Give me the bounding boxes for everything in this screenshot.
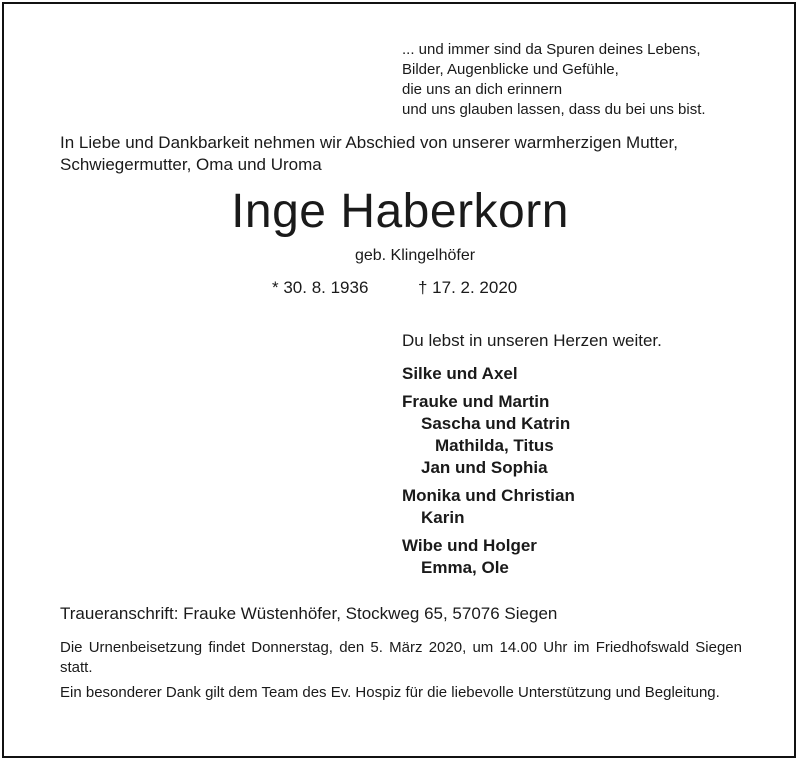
mourner-name: Emma, Ole	[421, 558, 509, 577]
mourners-list	[402, 363, 575, 585]
thanks-note: Ein besonderer Dank gilt dem Team des Ev. Hospiz für die liebevolle Unterstützung und Begleitung.	[60, 684, 720, 701]
burial-note: Die Urnenbeisetzung findet Donnerstag, den 5. März 2020, um 14.00 Uhr im Friedhofswald Siegen statt.	[60, 639, 742, 676]
poem-line: und uns glauben lassen, dass du bei uns bist.	[402, 101, 706, 118]
mourner-name: Frauke und Martin	[402, 392, 550, 411]
mourner-group	[402, 391, 575, 479]
maiden-name: geb. Klingelhöfer	[354, 247, 476, 264]
mourner-group	[402, 485, 575, 529]
poem	[402, 40, 706, 120]
mourning-address: Traueranschrift: Frauke Wüstenhöfer, Stockweg 65, 57076 Siegen	[60, 604, 558, 623]
mourner-name: Silke und Axel	[402, 364, 518, 383]
mourner-group	[402, 363, 575, 385]
notes	[60, 638, 742, 708]
poem-line: ... und immer sind da Spuren deines Lebens,	[402, 41, 701, 58]
mourner-name: Monika und Christian	[402, 486, 575, 505]
birth-date: * 30. 8. 1936	[272, 278, 369, 297]
mourner-group	[402, 535, 575, 579]
mourner-name: Mathilda, Titus	[435, 436, 554, 455]
death-date: † 17. 2. 2020	[418, 278, 518, 297]
motto: Du lebst in unseren Herzen weiter.	[402, 331, 662, 350]
poem-line: die uns an dich erinnern	[402, 81, 563, 98]
mourner-name: Karin	[421, 508, 465, 527]
mourner-name: Wibe und Holger	[402, 536, 537, 555]
intro-text: In Liebe und Dankbarkeit nehmen wir Abschied von unserer warmherzigen Mutter, Schwiegermutter, Oma und Uroma	[60, 133, 679, 174]
deceased-name: Inge Haberkorn	[231, 185, 569, 238]
mourner-name: Sascha und Katrin	[421, 414, 571, 433]
mourner-name: Jan und Sophia	[421, 458, 548, 477]
poem-line: Bilder, Augenblicke und Gefühle,	[402, 61, 619, 78]
